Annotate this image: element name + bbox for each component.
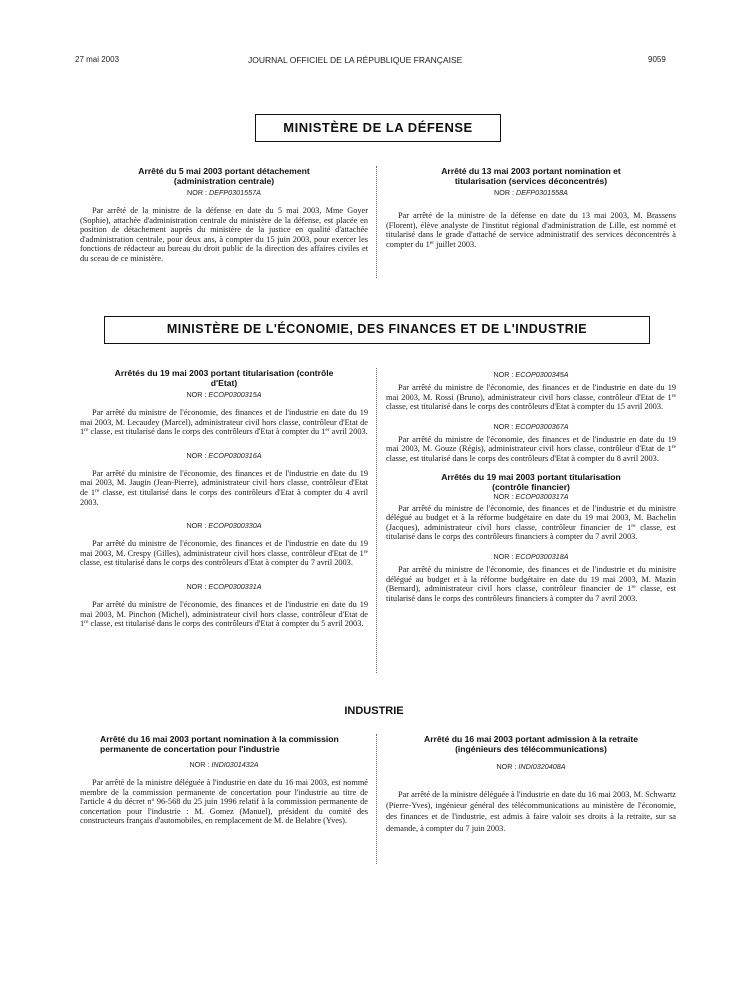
decree-title: Arrêtés du 19 mai 2003 portant titularisation (contrôle d'Etat) (114, 368, 334, 388)
journal-title: JOURNAL OFFICIEL DE LA RÉPUBLIQUE FRANÇAISE (248, 55, 463, 65)
header-date: 27 mai 2003 (75, 55, 120, 64)
economie-right-column (386, 370, 676, 603)
decree-text: Par arrêté du ministre de l'économie, des finances et de l'industrie en date du 19 mai 2003, M. Pinchon (Michel), administrateur civil hors classe, contrôleur d'Etat de 1re classe, est titularisé dans le corps des contrôleurs d'Etat à compter du 5 avril 2003. (80, 599, 368, 629)
decree-title: Arrêtés du 19 mai 2003 portant titularisation (contrôle financier) (441, 471, 621, 492)
decree-text: Par arrêté de la ministre déléguée à l'industrie en date du 16 mai 2003, est nommé membre de la commission permanente de concertation pour l'industrie au titre de l'article 4 du décret $n^o$ 96-568 du 25 juin 1996 relatif à la commission permanente de concertation pour l'industrie : M. Gomez (Manuel), président du comité des constructeurs français d'automobiles, en remplacement de M. de Belabre (Yves). (80, 778, 368, 826)
industrie-right-column (386, 734, 676, 834)
column-divider (376, 368, 377, 673)
decree-text: Par arrêté du ministre de l'économie, des finances et de l'industrie en date du 19 mai 2003, M. Rossi (Bruno), administrateur civil hors classe, contrôleur d'Etat de 1re classe, est titularisé dans le corps des contrôleurs d'Etat à compter du 15 avril 2003. (386, 383, 676, 412)
ministry-economie-banner (104, 316, 650, 344)
defense-right-column (386, 166, 676, 249)
decree-text: Par arrêté de la ministre de la défense en date du 13 mai 2003, M. Brassens (Florent), élève analyste de l'institut régional d'administration de Lille, est nommé et titularisé dans le grade d'attaché de service administratif des services déconcentrés à compter du 1er juillet 2003. (386, 211, 676, 249)
nor-reference: NOR : INDI0301432A (189, 760, 259, 769)
decree-text: Par arrêté du ministre de l'économie, des finances et de l'industrie et du ministre délégué au budget et à la réforme budgétaire en date du 19 mai 2003, M. Mazin (Bernard), administrateur civil hors classe, contrôleur financier de 1re classe, est titularisé dans le corps des contrôleurs financiers à compter du 7 avril 2003. (386, 564, 676, 603)
nor-reference: NOR : ECOP0300316A (186, 450, 262, 460)
decree-text: Par arrêté de la ministre de la défense en date du 5 mai 2003, Mme Goyer (Sophie), attachée d'administration centrale du ministère de la défense, est placée en position de détachement auprès du ministère de la justice en qualité d'attachée d'administration centrale, pour deux ans, à compter du 15 juin 2003, pour exercer les fonctions de rédacteur au bureau du droit public de la direction des affaires civiles et du sceau de ce ministère. (80, 206, 368, 263)
nor-reference: NOR : ECOP0300367A (493, 421, 569, 431)
ministry-defense-banner (255, 114, 501, 142)
column-divider (376, 734, 377, 864)
decree-title: Arrêté du 16 mai 2003 portant nomination à la commission permanente de concertation pour l'industrie (100, 734, 339, 754)
nor-reference: NOR : ECOP0300331A (186, 581, 262, 591)
decree-item (386, 370, 676, 412)
nor-reference: NOR : ECOP0300318A (493, 551, 569, 561)
ministry-defense-title: MINISTÈRE DE LA DÉFENSE (283, 120, 473, 135)
nor-reference: NOR : ECOP0300315A (186, 390, 262, 399)
decree-item (80, 521, 368, 568)
defense-left-column (80, 166, 368, 264)
decree-title: Arrêté du 16 mai 2003 portant admission à la retraite (ingénieurs des télécommunications) (424, 734, 638, 754)
economie-left-column (80, 368, 368, 629)
nor-reference: NOR : INDI0320408A (496, 762, 566, 771)
decree-item (80, 582, 368, 629)
industrie-left-column (80, 734, 368, 826)
decree-item (386, 422, 676, 464)
nor-reference: NOR : ECOP0300345A (493, 370, 569, 379)
decree-text: Par arrêté du ministre de l'économie, des finances et de l'industrie en date du 19 mai 2003, M. Jaugin (Jean-Pierre), administrateur civil hors classe, contrôleur d'Etat de 1re classe, est titularisé dans le corps des contrôleurs d'Etat à compter du 4 avril 2003. (80, 468, 368, 507)
decree-item (80, 390, 368, 437)
decree-text: Par arrêté du ministre de l'économie, des finances et de l'industrie en date du 19 mai 2003, M. Gouze (Régis), administrateur civil hors classe, contrôleur d'Etat de 1re classe, est titularisé dans le corps des contrôleurs d'Etat à compter du 8 avril 2003. (386, 434, 676, 463)
ministry-economie-title: MINISTÈRE DE L'ÉCONOMIE, DES FINANCES ET DE L'INDUSTRIE (166, 322, 588, 336)
decree-text: Par arrêté du ministre de l'économie, des finances et de l'industrie en date du 19 mai 2003, M. Crespy (Gilles), administrateur civil hors classe, contrôleur d'Etat de 1re classe, est titularisé dans le corps des contrôleurs d'Etat à compter du 7 avril 2003. (80, 539, 368, 568)
decree-item (386, 504, 676, 542)
decree-title: Arrêté du 13 mai 2003 portant nomination et titularisation (services déconcentrés) (441, 166, 621, 186)
nor-reference: NOR : DEFP0301558A (494, 188, 568, 197)
nor-reference: NOR : ECOP0300330A (186, 521, 262, 531)
decree-item (80, 451, 368, 507)
decree-text: Par arrêté du ministre de l'économie, des finances et de l'industrie en date du 19 mai 2003, M. Lecaudey (Marcel), administrateur civil hors classe, contrôleur d'Etat de 1re classe, est titularisé dans le corps des contrôleurs d'Etat à compter du 1er avril 2003. (80, 408, 368, 437)
section-heading-industrie: INDUSTRIE (344, 705, 404, 717)
nor-reference: NOR : ECOP0300317A (493, 491, 569, 501)
decree-item (386, 552, 676, 603)
decree-text: Par arrêté de la ministre déléguée à l'industrie en date du 16 mai 2003, M. Schwartz (Pierre-Yves), ingénieur général des télécommunications au ministère de l'économie, des finances et de l'industrie, est admis à faire valoir ses droits à la retraite, sur sa demande, à compter du 7 juin 2003. (386, 790, 676, 833)
decree-text: Par arrêté du ministre de l'économie, des finances et de l'industrie et du ministre délégué au budget et à la réforme budgétaire en date du 19 mai 2003, M. Bachelin (Jacques), administrateur civil hors classe, contrôleur financier de 1re classe, est titularisé dans le corps des contrôleurs financiers à compter du 7 avril 2003. (386, 503, 676, 542)
decree-title: Arrêté du 5 mai 2003 portant détachement (administration centrale) (138, 166, 310, 186)
page-number: 9059 (648, 55, 666, 64)
column-divider (376, 166, 377, 278)
nor-reference: NOR : DEFP0301557A (187, 188, 261, 197)
